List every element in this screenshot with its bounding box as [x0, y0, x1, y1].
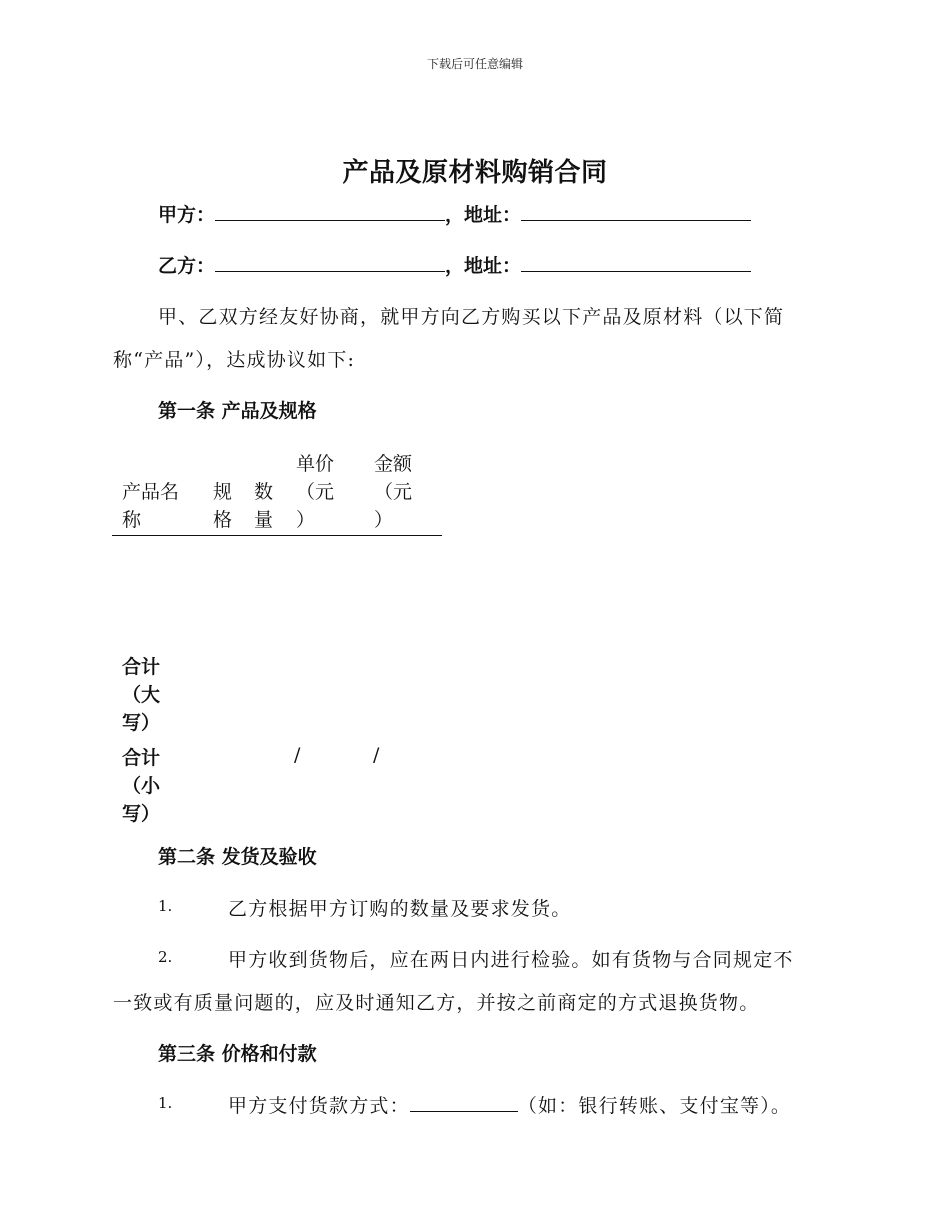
article-2-item-2-line-1: 甲方收到货物后，应在两日内进行检验。如有货物与合同规定不: [228, 949, 794, 971]
article-3-item-1-number: 1.: [158, 1094, 173, 1112]
col-name-line-1: 产品名: [122, 481, 180, 503]
col-spec-line-1: 规: [213, 481, 233, 503]
article-2-heading: 第二条 发货及验收: [158, 846, 317, 868]
article-3-heading: 第三条 价格和付款: [158, 1043, 317, 1065]
col-amount-line-2: （元: [374, 481, 413, 503]
col-header-amount: [374, 450, 412, 534]
party-a-line: [158, 200, 751, 227]
col-header-product-name: [122, 478, 179, 534]
intro-line-2: 称“产品”），达成协议如下:: [113, 349, 356, 371]
total-lowercase-label: [122, 744, 160, 828]
col-price-line-2: （元: [296, 481, 335, 503]
party-a-address-blank[interactable]: [521, 219, 751, 221]
intro-line-1: 甲、乙双方经友好协商，就甲方向乙方购买以下产品及原材料（以下简: [158, 306, 785, 328]
party-b-address-blank[interactable]: [521, 270, 751, 272]
payment-method-label: 甲方支付货款方式：: [228, 1095, 410, 1117]
article-2-item-1-text: 乙方根据甲方订购的数量及要求发货。: [228, 898, 572, 920]
payment-method-blank[interactable]: [410, 1110, 518, 1112]
article-2-item-1-number: 1.: [158, 897, 173, 915]
col-header-quantity: [254, 478, 273, 534]
article-2-item-2-number: 2.: [158, 948, 173, 966]
contract-title: 产品及原材料购销合同: [342, 158, 608, 188]
party-a-name-blank[interactable]: [215, 219, 445, 221]
party-b-line: [158, 251, 751, 278]
total-amount-slash: /: [373, 744, 381, 766]
article-3-item-1-line: [228, 1091, 791, 1118]
payment-method-examples: （如：银行转账、支付宝等）。: [517, 1095, 792, 1117]
party-a-label: 甲方：: [158, 204, 216, 226]
col-header-unit-price: [296, 450, 334, 534]
party-b-name-blank[interactable]: [215, 270, 445, 272]
col-header-spec: [213, 478, 232, 534]
col-qty-line-1: 数: [254, 481, 274, 503]
page-header: 下载后可任意编辑: [426, 57, 523, 71]
col-amount-line-1: 金额: [374, 453, 413, 475]
party-b-address-label: ，地址：: [445, 255, 522, 277]
total-upper-line-2: （大: [122, 684, 161, 706]
total-lower-line-1: 合计: [122, 747, 161, 769]
total-lower-line-2: （小: [122, 775, 161, 797]
col-price-line-3: ）: [296, 509, 316, 531]
total-upper-line-1: 合计: [122, 656, 161, 678]
col-amount-line-3: ）: [374, 509, 394, 531]
article-1-heading: 第一条 产品及规格: [158, 400, 317, 422]
article-2-item-2-line-2: 一致或有质量问题的，应及时通知乙方，并按之前商定的方式退换货物。: [113, 992, 760, 1014]
col-price-line-1: 单价: [296, 453, 335, 475]
col-name-line-2: 称: [122, 509, 142, 531]
total-upper-line-3: 写）: [122, 712, 161, 734]
party-b-label: 乙方：: [158, 255, 216, 277]
col-spec-line-2: 格: [213, 509, 233, 531]
total-lower-line-3: 写）: [122, 803, 161, 825]
total-price-slash: /: [294, 744, 302, 766]
table-header-rule: [112, 535, 442, 536]
col-qty-line-2: 量: [254, 509, 274, 531]
total-uppercase-label: [122, 653, 160, 737]
party-a-address-label: ，地址：: [445, 204, 522, 226]
